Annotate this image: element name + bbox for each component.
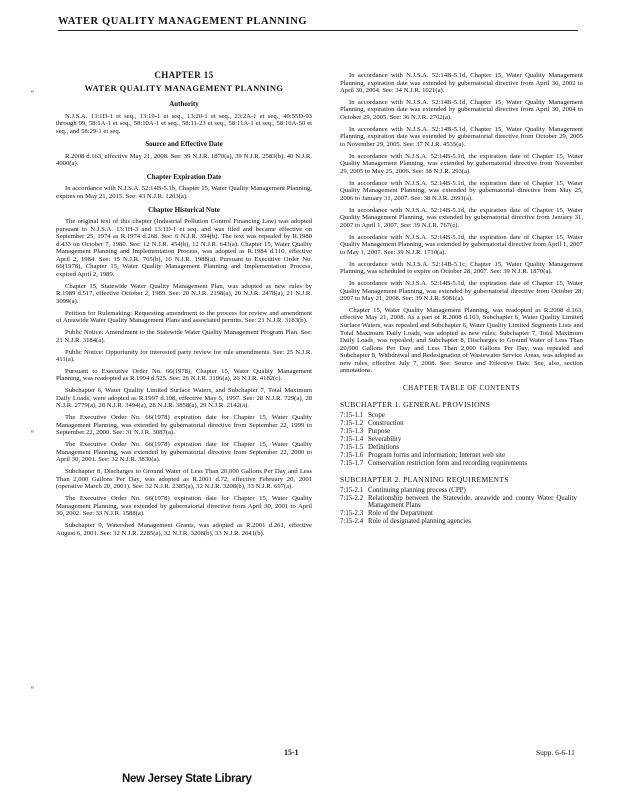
history-paragraph: In accordance with N.J.S.A. 52:14B-5.1d, the expiration date of Chapter 15, Water Quality Management Planning, was extended by gubernatorial directive from November 29, 2005 to May 25, 2006. See: 38 N.J.R. 293(a). (340, 152, 583, 175)
history-paragraph: Public Notice: Amendment to the Statewide Water Quality Management Program Plan. See: 21 N.J.R. 3184(a). (56, 329, 312, 344)
history-paragraph: In accordance with N.J.S.A. 52:14B-5.1d, Chapter 15, Water Quality Management Planning, expiration date was extended by gubernatorial directive from April 30, 2002 to April 30, 2004. See: 34 N.J.R. 1021(a). (340, 72, 583, 95)
authority-text: N.J.S.A. 13:1D-1 et seq., 13:19-1 et seq., 13:20-1 et seq., 23:2A-1 et seq., 40:55D-93 through 99, 58:1A-1 et seq., 58:10A-1 et seq., 58:11-23 et seq., 58:11A-1 et seq., 58:16A-50 et seq., and 58:29-1 et seq. (56, 112, 312, 135)
toc-entry[interactable] (340, 428, 583, 436)
toc-entry[interactable] (340, 452, 583, 460)
history-paragraph: In accordance with N.J.S.A. 52:14B-5.1d, Chapter 15, Water Quality Management Planning, expiration date was extended by gubernatorial directive from April 30, 2004 to October 29, 2005. See: 36 N.J.R. 2762(a). (340, 98, 583, 122)
toc-entry[interactable] (340, 495, 583, 510)
history-paragraph: Pursuant to Executive Order No. 66(1978), Chapter 15, Water Quality Management Planning, was readopted as R.1994 d.525. See: 26 N.J.R. 3106(a), 26 N.J.R. 4182(c). (56, 367, 312, 383)
history-paragraph: The Executive Order No. 66(1978) expiration date for Chapter 15, Water Quality Management Planning, was extended by gubernatorial directive from September 22, 2000 to April 30, 2001. See: 32 N.J.R. 3830(a). (56, 441, 312, 464)
toc-section-number: 7:15-2.4 (340, 518, 364, 526)
toc-entry[interactable] (340, 518, 583, 526)
toc-section-title: Construction (368, 420, 404, 427)
authority-heading: Authority (169, 100, 199, 109)
toc-section-title: Conservation restriction form and recording requirements (368, 460, 528, 468)
history-paragraph: Public Notice: Opportunity for interested party review for rule amendments. See: 25 N.J.R. 411(a). (56, 348, 312, 364)
margin-mark-icon: ⁌ (30, 683, 35, 693)
toc-section-number: 7:15-2.2 (340, 494, 364, 502)
toc-section-number: 7:15-1.2 (340, 420, 364, 427)
toc-heading: CHAPTER TABLE OF CONTENTS (402, 383, 520, 392)
subchapter-2-heading: SUBCHAPTER 2. PLANNING REQUIREMENTS (340, 474, 509, 484)
history-paragraph: Subchapter 6, Water Quality Limited Surface Waters, and Subchapter 7, Total Maximum Daily Loads, were adopted as R.1997 d.108, effective May 5, 1997. See: 28 N.J.R. 729(a), 28 N.J.R. 2779(a), 28 N.J.R. 3494(a), 28 N.J.R. 3858(a), 29 N.J.R. 2142(a). (56, 387, 312, 410)
toc-section-number: 7:15-2.3 (340, 510, 364, 518)
right-column (340, 72, 583, 526)
subchapter-1-heading: SUBCHAPTER 1. GENERAL PROVISIONS (340, 400, 491, 410)
toc-entry[interactable] (340, 436, 583, 444)
page-number: 15-1 (284, 748, 299, 757)
toc-section-title: Continuing planning process (CPP) (368, 486, 466, 494)
history-paragraph: The original text of this chapter (Industrial Pollution Control Financing Law) was adopted pursuant to N.J.S.A. 13:1H-3 and 13:1D-1 et seq. and was filed and became effective on September 25, 1974 as R.1974 d.268. See: 6 N.J.R. 394(b). The text was repealed by R.1980 d.433 on October 7, 1980. See: 12 N.J.R. 454(b), 12 N.J.R. 643(a). Chapter 15, Water Quality Management Planning and Implementation Process, was adopted as R.1984 d.110, effective April 2, 1984. See: 15 N.J.R. 765(b), 16 N.J.R. 1988(a). Pursuant to Executive Order No. 66(1978), Chapter 15, Water Quality Management Planning and Implementation Process, expired April 2, 1989. (56, 218, 312, 278)
history-heading: Chapter Historical Note (148, 205, 220, 214)
toc-section-number: 7:15-1.7 (340, 460, 364, 468)
toc-entry[interactable] (340, 420, 583, 428)
toc-entry[interactable] (340, 487, 583, 495)
toc-section-number: 7:15-1.4 (340, 436, 364, 444)
chapter-title: WATER QUALITY MANAGEMENT PLANNING (84, 82, 284, 93)
library-stamp: New Jersey State Library (122, 773, 252, 785)
toc-entry[interactable] (340, 510, 583, 518)
history-paragraph: Chapter 15, Water Quality Management Planning, was readopted as R.2008 d.163, effective May 21, 2008. As a part of R.2008 d.163, Subchapter 6, Water Quality Limited Surface Waters, was repealed and Subchapter 6, Water Quality Limited Segments Lists and Total Maximum Daily Loads, was adopted as new rules; Subchapter 7, Total Maximum Daily Loads, was repealed; and Subchapter 8, Discharges to Ground Water of Less Than 20,000 Gallons Per Day and Less Than 2,000 Gallons Per Day, was repealed and Subchapter 8, Withdrawal and Redesignation of Wastewater Service Areas, was adopted as new rules, effective July 7, 2008. See: Source and Effective Date. See, also, section annotations. (340, 306, 583, 375)
margin-mark-icon: ⁌ (30, 427, 35, 437)
history-paragraph: In accordance with N.J.S.A. 52:14B-5.1d, the expiration date of Chapter 15, Water Quality Management Planning, was extended by gubernatorial directive from January 31, 2007 to April 1, 2007. See: 39 N.J.R. 767(c). (340, 206, 583, 229)
toc-entry[interactable] (340, 412, 583, 420)
chapter-number: CHAPTER 15 (154, 70, 214, 80)
history-paragraph: In accordance with N.J.S.A. 52:14B-5.1c, Chapter 15, Water Quality Management Planning, was scheduled to expire on October 28, 2007. See: 39 N.J.R. 1870(a). (340, 260, 583, 276)
toc-section-title: Role of designated planning agencies (368, 518, 471, 526)
left-column (56, 72, 312, 541)
history-paragraph: Subchapter 8, Discharges to Ground Water of Less Than 20,000 Gallons Per Day and Less Than 2,000 Gallons Per Day, was adopted as R.2001 d.72, effective February 20, 2001 (operative March 20, 2001). See: 32 N.J.R. 2385(a), 32 N.J.R. 3208(b), 33 N.J.R. 697(a). (56, 468, 312, 491)
expiration-text: In accordance with N.J.S.A. 52:14B-5.1b, Chapter 15, Water Quality Management Planning, expires on May 21, 2015. See: 43 N.J.R. 1203(a). (56, 185, 312, 201)
toc-section-number: 7:15-1.5 (340, 444, 364, 452)
supplement-date: Supp. 6-6-11 (536, 748, 575, 757)
history-paragraph: Chapter 15, Statewide Water Quality Management Plan, was adopted as new rules by R.1989 d.517, effective October 2, 1989. See: 20 N.J.R. 2198(a), 20 N.J.R. 2478(a), 21 N.J.R. 3099(a). (56, 282, 312, 305)
toc-section-title: Purpose (368, 428, 391, 436)
toc-section-title: Definitions (368, 444, 400, 452)
history-paragraph: Subchapter 9, Watershed Management Grants, was adopted as R.2001 d.261, effective August 6, 2001. See: 32 N.J.R. 2285(a), 32 N.J.R. 3208(b), 33 N.J.R. 2641(b). (56, 521, 312, 537)
history-paragraph: In accordance with N.J.S.A. 52:14B-5.1d, the expiration date of Chapter 15, Water Quality Management Planning, was extended by gubernatorial directive from May 25, 2006 to January 31, 2007. See: 38 N.J.R. 2691(a). (340, 179, 583, 202)
history-paragraph: In accordance with N.J.S.A. 52:14B-5.1d, the expiration date of Chapter 15, Water Quality Management Planning, was extended by gubernatorial directive from April 1, 2007 to May 1, 2007. See: 39 N.J.R. 1710(a). (340, 233, 583, 256)
toc-entry[interactable] (340, 444, 583, 452)
toc-section-number: 7:15-1.6 (340, 452, 364, 460)
toc-entry[interactable] (340, 460, 583, 468)
history-paragraph: The Executive Order No. 66(1978) expiration date for Chapter 15, Water Quality Management Planning, was extended by gubernatorial directive from September 22, 1999 to September 22, 2000. See: 31 N.J.R. 3087(a). (56, 414, 312, 437)
history-paragraph: In accordance with N.J.S.A. 52:14B-5.1d, Chapter 15, Water Quality Management Planning, expiration date was extended by gubernatorial directive from October 29, 2005 to November 29, 2005. See: 37 N.J.R. 4535(a). (340, 125, 583, 148)
expiration-heading: Chapter Expiration Date (146, 172, 222, 181)
toc-section-title: Relationship between the Statewide, areawide and county Water Quality Management Plans (368, 494, 577, 510)
history-paragraph: In accordance with N.J.S.A. 52:14B-5.1d, the expiration date of Chapter 15, Water Quality Management Planning, was extended by gubernatorial directive from October 28, 2007 to May 21, 2008. See: 39 N.J.R. 5081(a). (340, 279, 583, 303)
toc-section-title: Role of the Department (368, 510, 433, 518)
toc-section-number: 7:15-1.3 (340, 428, 364, 436)
history-paragraph: Petition for Rulemaking: Requesting amendment to the process for review and amendment of Areawide Water Quality Management Plans and associated permits. See: 21 N.J.R. 3183(b). (56, 309, 312, 325)
source-text: R.2008 d.163, effective May 21, 2008. See: 39 N.J.R. 1870(a), 39 N.J.R. 2583(b), 40 N.J.R. 4000(a). (56, 152, 312, 168)
toc-section-title: Scope (368, 411, 385, 419)
toc-section-title: Program forms and information; Internet web site (368, 452, 506, 460)
source-heading: Source and Effective Date (145, 140, 223, 149)
margin-mark-icon: ⁌ (30, 87, 35, 97)
toc-section-number: 7:15-2.1 (340, 486, 364, 494)
history-paragraph: The Executive Order No. 66(1978) expiration date for Chapter 15, Water Quality Management Planning, was extended by gubernatorial directive from April 30, 2001 to April 30, 2002. See: 33 N.J.R. 1588(a). (56, 495, 312, 518)
running-header: WATER QUALITY MANAGEMENT PLANNING (58, 16, 578, 31)
toc-section-title: Severability (368, 436, 402, 444)
toc-section-number: 7:15-1.1 (340, 411, 364, 419)
